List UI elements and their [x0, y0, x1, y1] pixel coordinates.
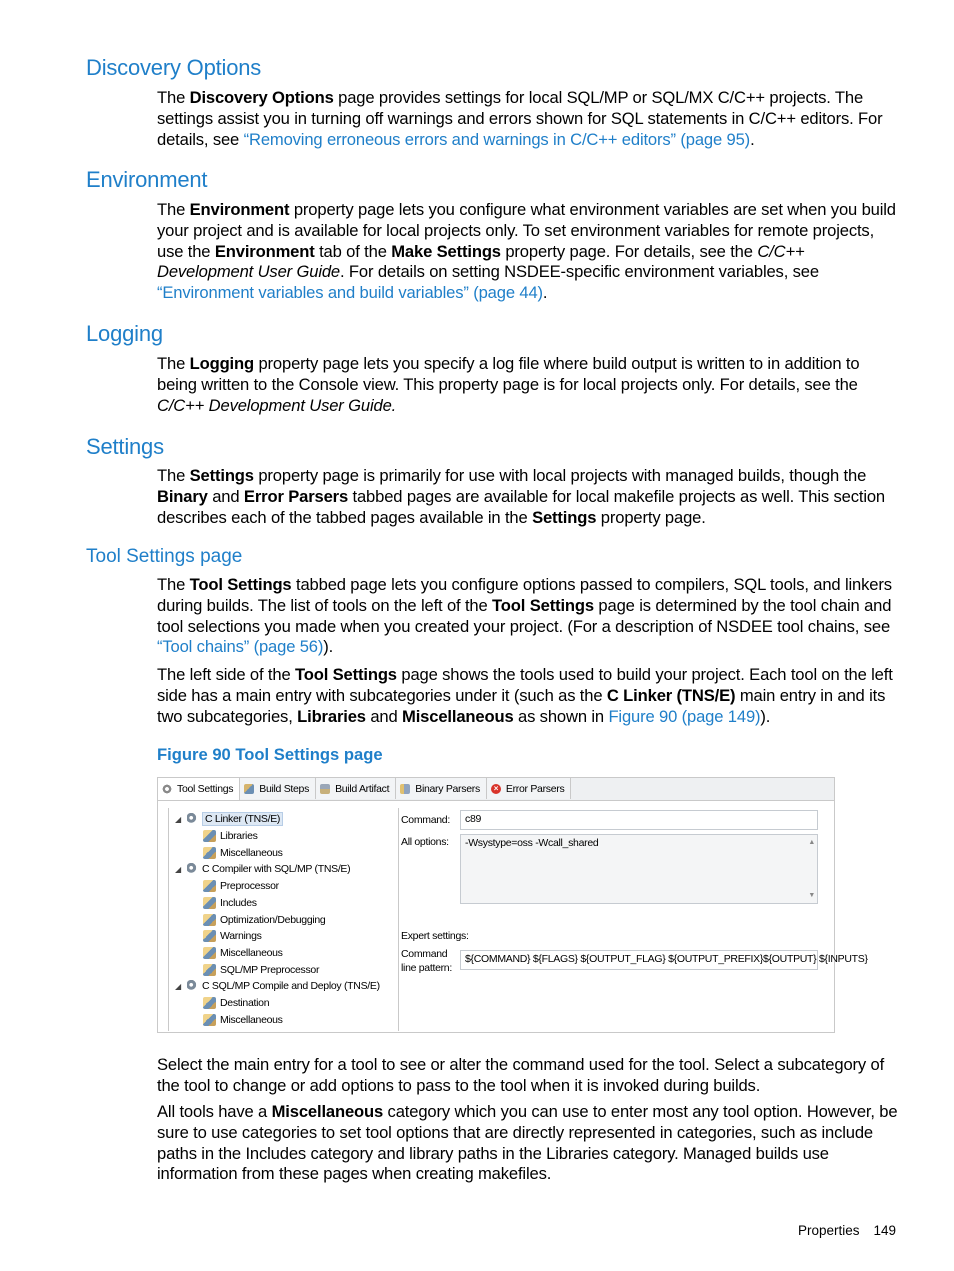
all-options-textarea[interactable]: -Wsystype=oss -Wcall_shared ▲ ▼	[460, 834, 818, 904]
settings-category-icon	[203, 947, 216, 959]
tree-item-c-linker[interactable]: ◢ C Linker (TNS/E)	[175, 811, 283, 827]
paragraph-logging: The Logging property page lets you specify a log file where build output is written to in addition to being written to the Console view. This property page is for local projects only. For details, see the C/C++ Development User Guide.	[157, 354, 860, 415]
settings-category-icon	[203, 997, 216, 1009]
footer-section: Properties	[797, 1223, 860, 1238]
figure-title: Figure 90 Tool Settings page	[157, 745, 383, 764]
page-footer	[784, 1223, 896, 1238]
command-line-pattern-input[interactable]: ${COMMAND} ${FLAGS} ${OUTPUT_FLAG} ${OUTPUT_PREFIX}${OUTPUT} ${INPUTS}	[460, 950, 818, 970]
tree-item-warnings[interactable]: Warnings	[203, 928, 262, 944]
tree-item-c-compiler[interactable]: ◢ C Compiler with SQL/MP (TNS/E)	[175, 863, 351, 875]
expert-settings-label: Expert settings:	[401, 930, 469, 942]
link-environment-variables[interactable]: “Environment variables and build variables” (page 44)	[157, 283, 543, 303]
tree-item-includes[interactable]: Includes	[203, 895, 257, 911]
expand-triangle-icon[interactable]: ◢	[175, 814, 181, 824]
expand-triangle-icon[interactable]: ◢	[175, 864, 181, 874]
heading-tool-settings-page: Tool Settings page	[86, 546, 243, 567]
tree-item-c-sql-mp-compile-deploy[interactable]: ◢ C SQL/MP Compile and Deploy (TNS/E)	[175, 980, 380, 992]
paragraph-tool-settings-2: The left side of the Tool Settings page shows the tools used to build your project. Each tool on the left side has a main entry with subcategories under it (such as the C Linker (TNS/E) main entry in and its two subcategories, Libraries and Miscellaneous as shown in Figure 90 (page 149)).	[157, 665, 893, 726]
tree-item-miscellaneous[interactable]: Miscellaneous	[203, 845, 283, 861]
heading-settings: Settings	[86, 434, 164, 459]
command-line-pattern-label-1: Command	[401, 948, 448, 960]
link-figure-90[interactable]: Figure 90 (page 149)	[608, 706, 761, 726]
build-steps-icon	[244, 784, 254, 794]
gear-icon	[162, 784, 172, 794]
settings-category-icon	[203, 964, 216, 976]
scroll-down-icon[interactable]: ▼	[808, 892, 815, 899]
tab-build-artifact[interactable]: Build Artifact	[316, 778, 396, 799]
tree-item-optimization-debugging[interactable]: Optimization/Debugging	[203, 912, 325, 928]
paragraph-discovery-options: The Discovery Options page provides settings for local SQL/MP or SQL/MX C/C++ projects. The settings assist you in turning off warnings and errors shown for SQL statements in C/C++ editors. For details, see “Removing erroneous errors and warnings in C/C++ editors” (page 95).	[157, 88, 883, 149]
command-line-pattern-label-2: line pattern:	[401, 962, 452, 974]
tool-gear-icon	[187, 813, 199, 825]
all-options-label: All options:	[401, 836, 449, 848]
heading-logging: Logging	[86, 321, 163, 346]
tree-item-destination[interactable]: Destination	[203, 995, 269, 1011]
build-artifact-icon	[320, 784, 330, 794]
heading-environment: Environment	[86, 167, 208, 192]
tree-item-libraries[interactable]: Libraries	[203, 828, 258, 844]
paragraph-tool-settings-4: All tools have a Miscellaneous category which you can use to enter most any tool option. However, be sure to use categories to set tool options that are directly represented in categories, such as include paths in the Includes category and library paths in the Libraries category. Managed builds use information from these pages when creating makefiles.	[157, 1102, 898, 1184]
settings-category-icon	[203, 830, 216, 842]
tree-item-miscellaneous[interactable]: Miscellaneous	[203, 945, 283, 961]
binary-parsers-icon	[400, 784, 410, 794]
tool-gear-icon	[187, 980, 199, 992]
error-icon: ×	[491, 784, 501, 794]
settings-category-icon	[203, 897, 216, 909]
settings-category-icon	[203, 847, 216, 859]
tool-gear-icon	[187, 863, 199, 875]
tab-build-steps[interactable]: Build Steps	[240, 778, 316, 799]
tool-settings-screenshot	[157, 777, 868, 1033]
paragraph-tool-settings-3: Select the main entry for a tool to see or alter the command used for the tool. Select a subcategory of the tool to change or add options to pass to the tool when it is invoked during builds.	[157, 1055, 885, 1095]
settings-category-icon	[203, 930, 216, 942]
paragraph-tool-settings-1: The Tool Settings tabbed page lets you configure options passed to compilers, SQL tools, and linkers during builds. The list of tools on the left of the Tool Settings page is determined by the tool chain and tool selections you made when you created your project. (For a description of NSDEE tool chains, see “Tool chains” (page 56)).	[157, 575, 892, 657]
link-removing-erroneous-errors[interactable]: “Removing erroneous errors and warnings in C/C++ editors” (page 95)	[243, 129, 751, 149]
command-label: Command:	[401, 814, 450, 826]
tree-item-preprocessor[interactable]: Preprocessor	[203, 878, 279, 894]
settings-category-icon	[203, 914, 216, 926]
link-tool-chains[interactable]: “Tool chains” (page 56)	[157, 637, 324, 657]
command-input[interactable]: c89	[460, 810, 818, 830]
tree-item-miscellaneous[interactable]: Miscellaneous	[203, 1012, 283, 1028]
tab-binary-parsers[interactable]: Binary Parsers	[396, 778, 487, 799]
settings-category-icon	[203, 880, 216, 892]
tool-tree	[168, 808, 399, 1031]
expand-triangle-icon[interactable]: ◢	[175, 981, 181, 991]
tab-error-parsers[interactable]: × Error Parsers	[487, 778, 572, 799]
paragraph-settings: The Settings property page is primarily for use with local projects with managed builds, though the Binary and Error Parsers tabbed pages are available for local makefile projects as well. This section describes each of the tabbed pages available in the Settings property page.	[157, 466, 886, 527]
tree-item-sql-mp-preprocessor[interactable]: SQL/MP Preprocessor	[203, 962, 319, 978]
paragraph-environment: The Environment property page lets you configure what environment variables are set when you build your project and is available for local projects only. To set environment variables for remote projects, use the Environment tab of the Make Settings property page. For details, see the C/C++ Development User Guide. For details on setting NSDEE-specific environment variables, see “Environment variables and build variables” (page 44).	[157, 200, 896, 303]
page-number: 149	[873, 1223, 896, 1238]
tab-tool-settings[interactable]: Tool Settings	[158, 778, 240, 800]
heading-discovery-options: Discovery Options	[86, 55, 262, 80]
settings-category-icon	[203, 1014, 216, 1026]
scroll-up-icon[interactable]: ▲	[808, 839, 815, 846]
tab-bar	[158, 778, 834, 801]
